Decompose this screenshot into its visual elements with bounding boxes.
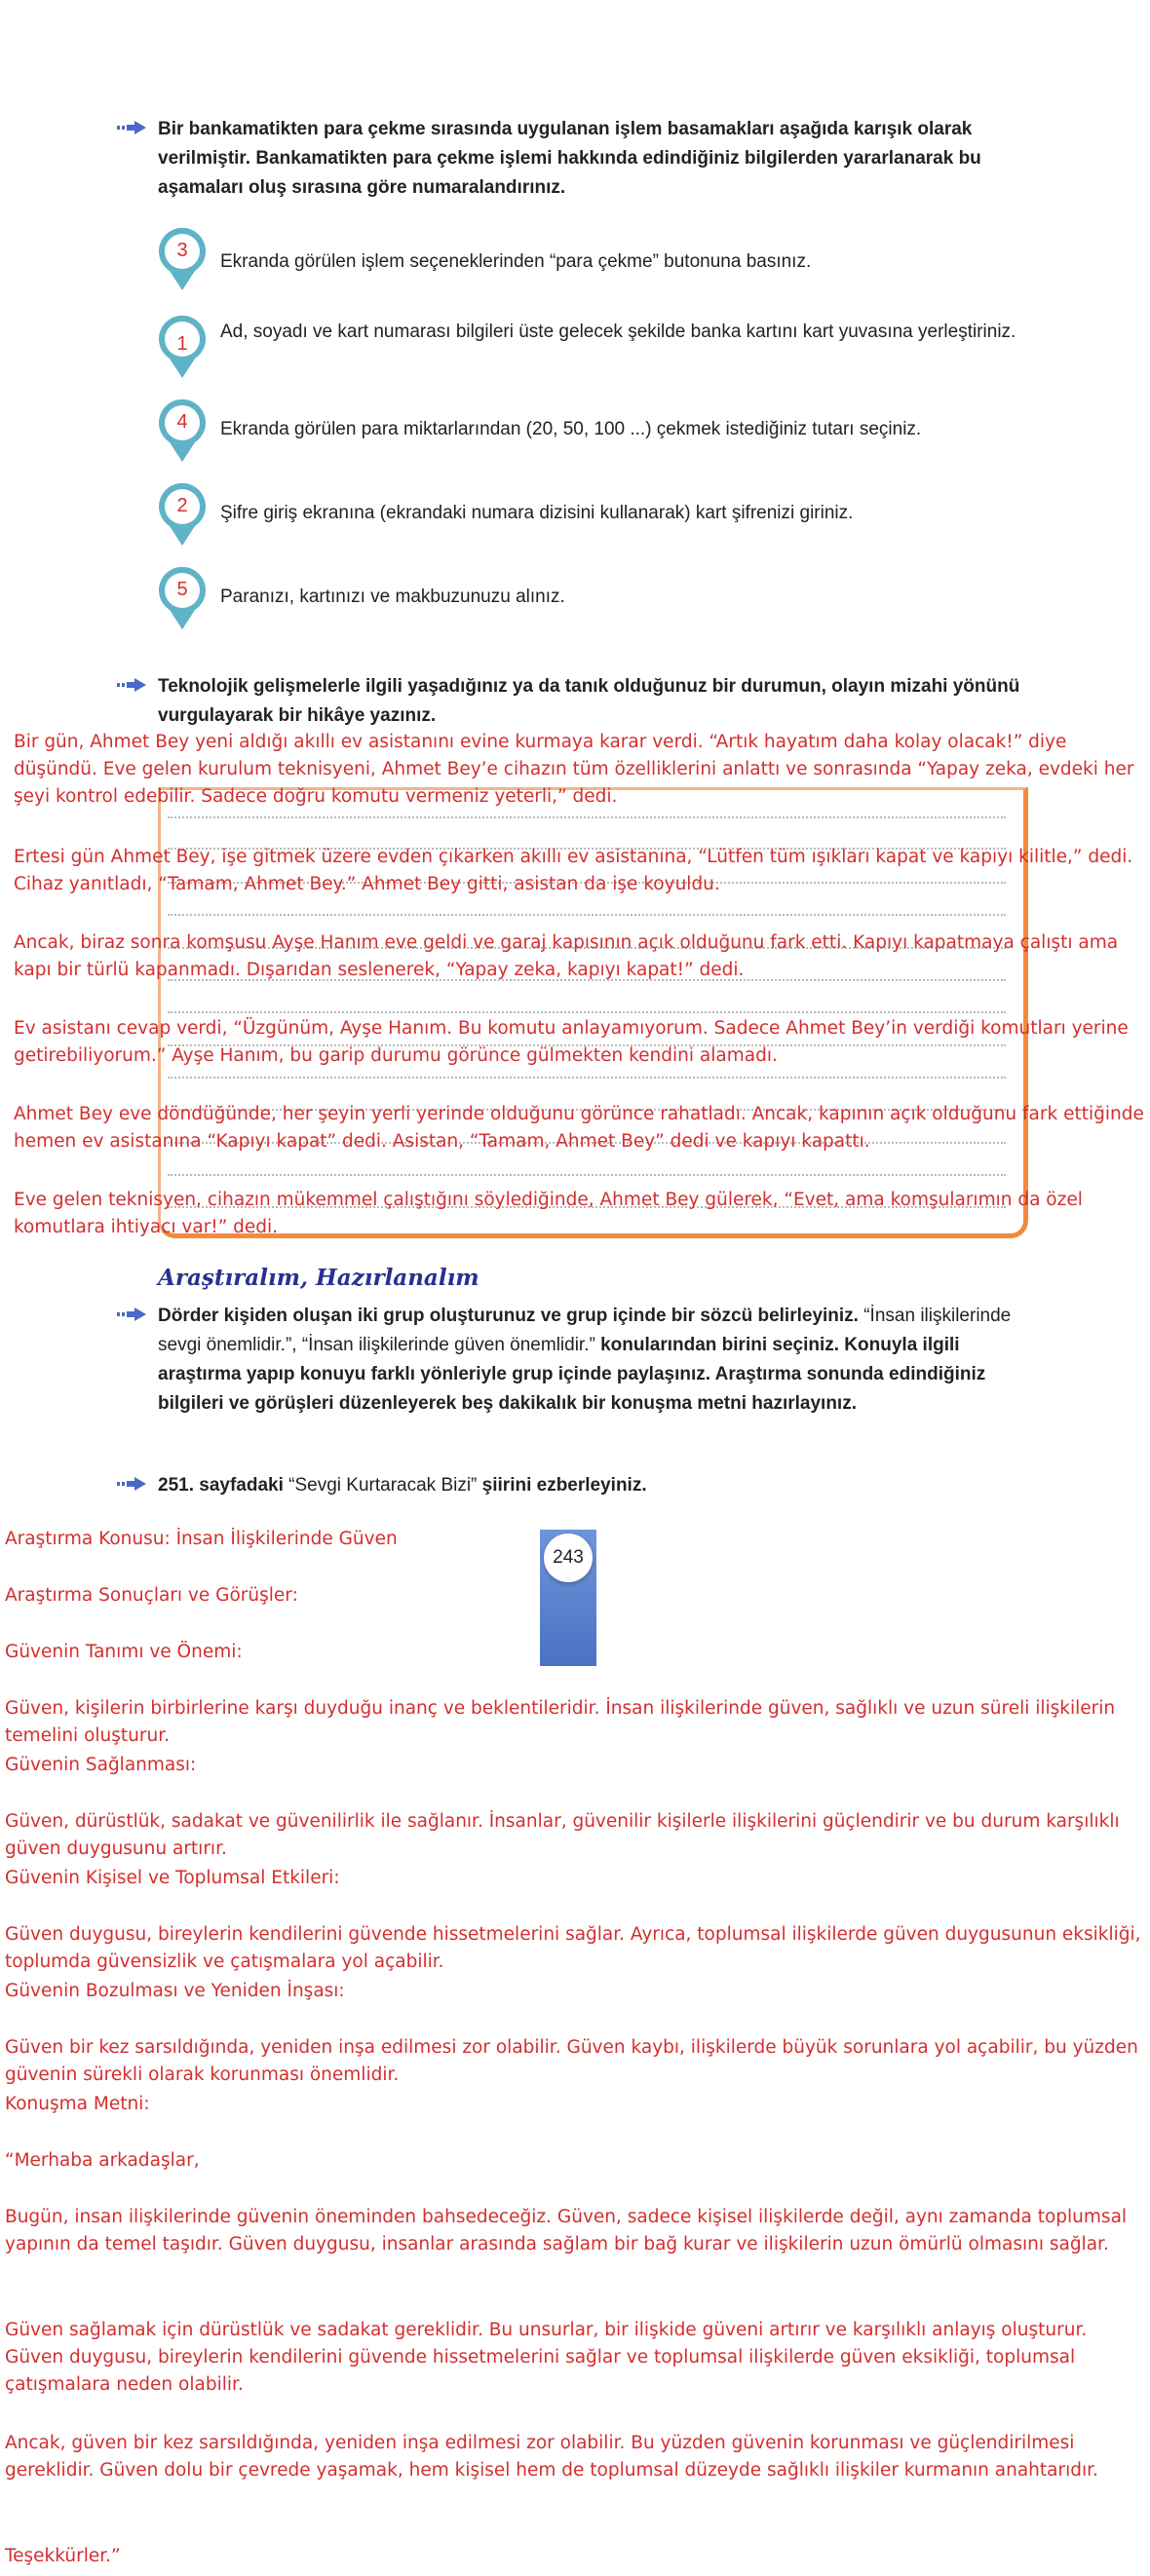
step-number: 5 (176, 579, 188, 600)
step-text: Şifre giriş ekranına (ekrandaki numara dizisini kullanarak) kart şifrenizi giriniz. (220, 503, 854, 523)
writing-line (168, 1077, 1006, 1079)
answer-topic: Araştırma Konusu: İnsan İlişkilerinde Güven (5, 1529, 398, 1549)
step-text: Ekranda görülen işlem seçeneklerinden “para çekme” butonuna basınız. (220, 251, 812, 272)
task3-bold-2: konularından birini seçiniz. Konuyla ilgili araştırma yapıp konuyu farklı yönleriyle grup içinde paylaşınız. Araştırma sonunda edindiğiniz bilgileri ve görüşleri düzenleyerek beş dakikalık bir konuşma metni hazırlayınız. (158, 1335, 986, 1414)
page-number: 243 (544, 1534, 593, 1582)
step-item (156, 565, 1023, 633)
answer-paragraph: Güven, dürüstlük, sadakat ve güvenilirlik ile sağlanır. İnsanlar, güvenilir kişilerle ilişkilerini güçlendirir ve bu durum karşılıklı güven duygusunu artırır. (5, 1811, 1120, 1859)
answer-results-heading: Araştırma Sonuçları ve Görüşler: (5, 1585, 298, 1606)
speech-heading: Konuşma Metni: (5, 2094, 150, 2114)
speech-paragraph: Ancak, güven bir kez sarsıldığında, yeniden inşa edilmesi zor olabilir. Bu yüzden güvenin korunması ve güçlendirilmesi gereklidir. Güven dolu bir çevrede yaşamak, hem kişisel hem de toplumsal düzeyde sağlıklı ilişkiler kurmanın anahtarıdır. (5, 2433, 1098, 2481)
answer-paragraph: Güven bir kez sarsıldığında, yeniden inşa edilmesi zor olabilir. Güven kaybı, ilişkilerde büyük sorunlara yol açabilir, bu yüzden güvenin sürekli olarak korunması önemlidir. (5, 2037, 1138, 2085)
speech-paragraph: Güven sağlamak için dürüstlük ve sadakat gereklidir. Bu unsurlar, bir ilişkide güveni artırır ve karşılıklı anlayış oluşturur. Güven duygusu, bireylerin kendilerini güvende hissetmelerini sağlar ve toplumsal ilişkilerde güven eksikliği, toplumsal çatışmalara neden olabilir. (5, 2320, 1088, 2395)
step-text: Ad, soyadı ve kart numarası bilgileri üste gelecek şekilde banka kartını kart yuvasına yerleştiriniz. (220, 322, 1016, 342)
task4-text (158, 1471, 1023, 1500)
task2-instruction: Teknolojik gelişmelerle ilgili yaşadığınız ya da tanık olduğunuz bir durumun, olayın mizahi yönünü vurgulayarak bir hikâye yazınız. (158, 676, 1020, 726)
step-number: 3 (176, 240, 188, 261)
speech-closing: Teşekkürler.” (5, 2546, 121, 2566)
task3-row (117, 1302, 1023, 1419)
task4-poem-title: “Sevgi Kurtaracak Bizi” (288, 1475, 478, 1496)
task2-instruction-row (117, 672, 1023, 731)
answer-heading: Güvenin Kişisel ve Toplumsal Etkileri: (5, 1868, 340, 1888)
writing-line (168, 914, 1006, 916)
step-item (156, 398, 1023, 466)
answer-heading: Güvenin Tanımı ve Önemi: (5, 1642, 243, 1662)
task3-text (158, 1302, 1023, 1419)
step-item (156, 226, 1023, 294)
arrow-icon (117, 1477, 146, 1491)
section-title: Araştıralım, Hazırlanalım (158, 1265, 479, 1291)
arrow-icon (117, 121, 146, 134)
step-number: 1 (176, 333, 188, 355)
writing-line (168, 1011, 1006, 1013)
task4-row (117, 1471, 1023, 1500)
task4-bold-1: 251. sayfadaki (158, 1475, 289, 1496)
step-text: Paranızı, kartınızı ve makbuzunuzu alınız. (220, 587, 565, 607)
task4-bold-2: şiirini ezberleyiniz. (477, 1475, 647, 1496)
step-text: Ekranda görülen para miktarlarından (20, 50, 100 ...) çekmek istediğiniz tutarı seçiniz. (220, 419, 922, 439)
story-paragraph: Ancak, biraz sonra komşusu Ayşe Hanım eve geldi ve garaj kapısının açık olduğunu fark etti. Kapıyı kapatmaya çalıştı ama kapı bir türlü kapanmadı. Dışarıdan seslenerek, “Yapay zeka, kapıyı kapat!” dedi. (14, 932, 1119, 980)
arrow-icon (117, 678, 146, 692)
speech-greeting: “Merhaba arkadaşlar, (5, 2150, 200, 2171)
story-paragraph: Ahmet Bey eve döndüğünde, her şeyin yerli yerinde olduğunu görünce rahatladı. Ancak, kapının açık olduğunu fark ettiğinde hemen ev asistanına “Kapıyı kapat” dedi. Asistan, “Tamam, Ahmet Bey” dedi ve kapıyı kapattı. (14, 1104, 1144, 1152)
writing-line (168, 1174, 1006, 1176)
task3-quotes: “İnsan ilişkilerinde sevgi önemlidir.”, “İnsan ilişkilerinde güven önemlidir.” (158, 1306, 1012, 1355)
story-paragraph: Ertesi gün Ahmet Bey, işe gitmek üzere evden çıkarken akıllı ev asistanına, “Lütfen tüm ışıkları kapat ve kapıyı kilitle,” dedi. Cihaz yanıtladı, “Tamam, Ahmet Bey.” Ahmet Bey gitti, asistan da işe koyuldu. (14, 847, 1133, 894)
step-number: 4 (176, 411, 188, 433)
story-paragraph: Bir gün, Ahmet Bey yeni aldığı akıllı ev asistanını evine kurmaya karar verdi. “Artık hayatım daha kolay olacak!” diye düşündü. Eve gelen kurulum teknisyeni, Ahmet Bey’e cihazın tüm özelliklerini anlattı ve sonrasında “Yapay zeka, evdeki her şeyi kontrol edebilir. Sadece doğru komutu vermeniz yeterli,” dedi. (14, 732, 1134, 807)
writing-line (168, 816, 1006, 818)
step-number: 2 (176, 495, 188, 516)
answer-heading: Güvenin Sağlanması: (5, 1755, 197, 1775)
step-item (156, 481, 1023, 549)
answer-paragraph: Güven, kişilerin birbirlerine karşı duyduğu inanç ve beklentileridir. İnsan ilişkilerinde güven, sağlıklı ve uzun süreli ilişkilerin temelini oluşturur. (5, 1698, 1116, 1746)
story-paragraph: Ev asistanı cevap verdi, “Üzgünüm, Ayşe Hanım. Bu komutu anlayamıyorum. Sadece Ahmet Bey’in verdiği komutları yerine getirebiliyorum.” Ayşe Hanım, bu garip durumu görünce gülmekten kendini alamadı. (14, 1018, 1129, 1066)
story-paragraph: Eve gelen teknisyen, cihazın mükemmel çalıştığını söylediğinde, Ahmet Bey gülerek, “Evet, ama komşularımın da özel komutlara ihtiyacı var!” dedi. (14, 1190, 1083, 1237)
speech-paragraph: Bugün, insan ilişkilerinde güvenin öneminden bahsedeceğiz. Güven, sadece kişisel ilişkilerde değil, aynı zamanda toplumsal yapının da temel taşıdır. Güven duygusu, insanlar arasında sağlam bir bağ kurar ve ilişkilerin uzun ömürlü olmasını sağlar. (5, 2207, 1128, 2254)
task1-instruction-row (117, 115, 1023, 203)
answer-paragraph: Güven duygusu, bireylerin kendilerini güvende hissetmelerini sağlar. Ayrıca, toplumsal ilişkilerde güven duygusunun eksikliği, toplumda güvensizlik ve çatışmalara yol açabilir. (5, 1924, 1141, 1972)
step-item (156, 314, 1023, 382)
task3-bold-1: Dörder kişiden oluşan iki grup oluşturunuz ve grup içinde bir sözcü belirleyiniz. (158, 1306, 859, 1326)
task1-instruction: Bir bankamatikten para çekme sırasında uygulanan işlem basamakları aşağıda karışık olarak verilmiştir. Bankamatikten para çekme işlemi hakkında edindiğiniz bilgilerden yararlanarak bu aşamaları oluş sırasına göre numaralandırınız. (158, 119, 981, 198)
answer-heading: Güvenin Bozulması ve Yeniden İnşası: (5, 1981, 345, 2001)
arrow-icon (117, 1307, 146, 1321)
